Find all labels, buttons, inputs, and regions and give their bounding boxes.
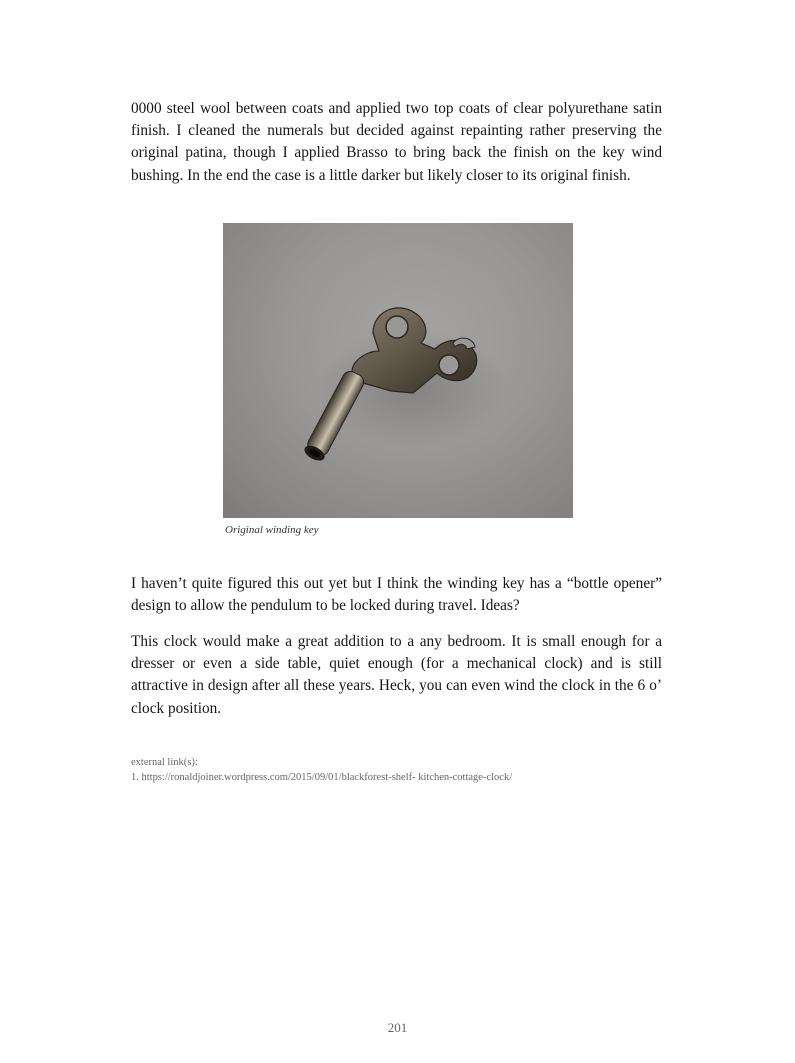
external-links-section bbox=[131, 755, 512, 785]
key-hole-upper bbox=[386, 316, 408, 338]
body-paragraph-3: This clock would make a great addition to a any bedroom. It is small enough for a dresser or even a side table, quiet enough (for a mechanical clock) and is still attractive in design after all these years. Heck, you can even wind the clock in the 6 o’ clock position. bbox=[131, 633, 662, 717]
external-links-heading: external link(s): bbox=[131, 757, 198, 768]
figure-caption: Original winding key bbox=[225, 524, 319, 536]
body-paragraph-2: I haven’t quite figured this out yet but I think the winding key has a “bottle opener” design to allow the pendulum to be locked during travel. Ideas? bbox=[131, 575, 662, 615]
key-hole-lower bbox=[439, 355, 459, 375]
body-paragraph-1: 0000 steel wool between coats and applied two top coats of clear polyurethane satin finish. I cleaned the numerals but decided against repainting rather preserving the original patina, though I applied Brasso to bring back the finish on the key wind bushing. In the end the case is a little darker but likely closer to its original finish. bbox=[131, 100, 662, 184]
external-link-1[interactable]: 1. https://ronaldjoiner.wordpress.com/2015/09/01/blackforest-shelf- kitchen-cottage-clock/ bbox=[131, 772, 513, 783]
page-number: 201 bbox=[387, 1020, 408, 1035]
winding-key-photo bbox=[223, 223, 573, 518]
